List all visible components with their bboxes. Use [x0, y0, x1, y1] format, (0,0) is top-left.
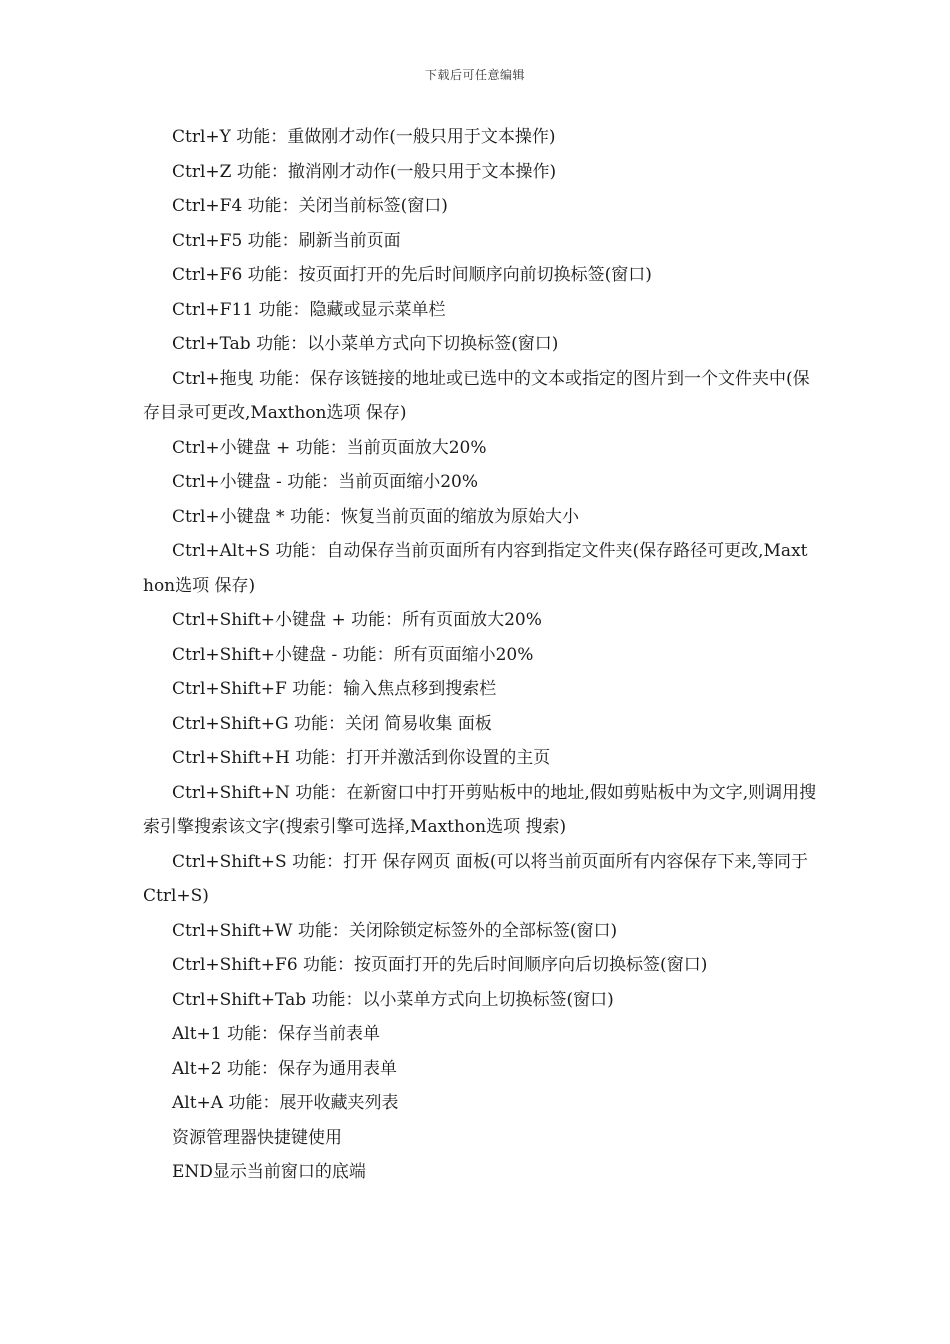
paragraph: Ctrl+F6 功能：按页面打开的先后时间顺序向前切换标签(窗口) — [172, 265, 652, 285]
paragraph: Ctrl+F5 功能：刷新当前页面 — [172, 230, 401, 251]
paragraph: Ctrl+拖曳 功能：保存该链接的地址或已选中的文本或指定的图片到一个文件夹中(保存目录可更改,Maxthon选项 保存) — [143, 368, 810, 423]
paragraph: Ctrl+小键盘 + 功能：当前页面放大20% — [172, 437, 487, 458]
document-body — [143, 120, 818, 1190]
paragraph: Alt+A 功能：展开收藏夹列表 — [172, 1093, 399, 1113]
paragraph: Ctrl+Shift+H 功能：打开并激活到你设置的主页 — [172, 748, 551, 768]
paragraph: Ctrl+Shift+W 功能：关闭除锁定标签外的全部标签(窗口) — [172, 920, 618, 941]
paragraph: Ctrl+Shift+F6 功能：按页面打开的先后时间顺序向后切换标签(窗口) — [172, 955, 708, 975]
paragraph: Ctrl+Shift+Tab 功能：以小菜单方式向上切换标签(窗口) — [172, 989, 614, 1010]
paragraph: Ctrl+Tab 功能：以小菜单方式向下切换标签(窗口) — [172, 334, 559, 354]
paragraph: Ctrl+Y 功能：重做刚才动作(一般只用于文本操作) — [172, 127, 556, 147]
paragraph: Ctrl+Alt+S 功能：自动保存当前页面所有内容到指定文件夹(保存路径可更改,Maxthon选项 保存) — [143, 541, 808, 596]
paragraph: Alt+2 功能：保存为通用表单 — [172, 1058, 398, 1079]
paragraph: Ctrl+Shift+F 功能：输入焦点移到搜索栏 — [172, 679, 497, 699]
paragraph: Ctrl+小键盘 - 功能：当前页面缩小20% — [172, 472, 478, 492]
paragraph: END显示当前窗口的底端 — [172, 1162, 366, 1182]
paragraph: Alt+1 功能：保存当前表单 — [172, 1024, 381, 1044]
page-header-note: 下载后可任意编辑 — [424, 68, 525, 82]
paragraph: Ctrl+F4 功能：关闭当前标签(窗口) — [172, 196, 448, 216]
paragraph: Ctrl+Shift+G 功能：关闭 简易收集 面板 — [172, 713, 492, 734]
paragraph: Ctrl+Shift+N 功能：在新窗口中打开剪贴板中的地址,假如剪贴板中为文字,则调用搜索引擎搜索该文字(搜索引擎可选择,Maxthon选项 搜索) — [143, 782, 817, 837]
paragraph: Ctrl+F11 功能：隐藏或显示菜单栏 — [172, 299, 446, 320]
paragraph: Ctrl+小键盘 * 功能：恢复当前页面的缩放为原始大小 — [172, 506, 579, 527]
paragraph: Ctrl+Z 功能：撤消刚才动作(一般只用于文本操作) — [172, 161, 557, 182]
paragraph: Ctrl+Shift+小键盘 - 功能：所有页面缩小20% — [172, 644, 534, 665]
paragraph: Ctrl+Shift+小键盘 + 功能：所有页面放大20% — [172, 610, 542, 630]
section-heading: 资源管理器快捷键使用 — [172, 1127, 342, 1148]
paragraph: Ctrl+Shift+S 功能：打开 保存网页 面板(可以将当前页面所有内容保存下来,等同于Ctrl+S) — [143, 851, 808, 906]
